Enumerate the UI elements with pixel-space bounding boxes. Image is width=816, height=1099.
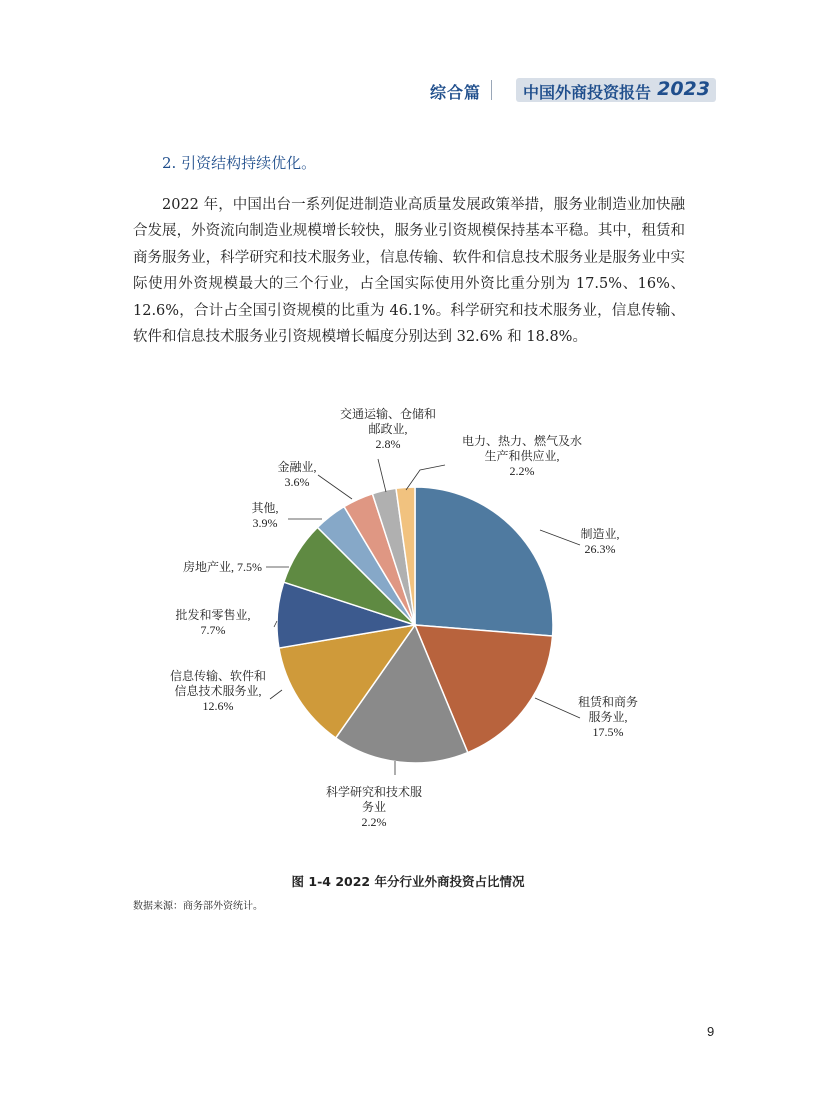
figure-caption: 图 1-4 2022 年分行业外商投资占比情况 [291, 874, 525, 889]
slice-label: 房地产业, 7.5% [183, 560, 262, 574]
body-paragraph: 2022 年，中国出台一系列促进制造业高质量发展政策举措，服务业制造业加快融合发展，外资流向制造业规模增长较快，服务业引资规模保持基本平稳。其中，租赁和商务服务业，科学研究和技术服务业，信息传输、软件和信息技术服务业是服务业中实际使用外资规模最大的三个行业，占全国实际使用外资比重分别为 17.5%、16%、12.6%，合计占全国引资规模的比重为 46.1%。科学研究和技术服务业，信息传输、软件和信息技术服务业引资规模增长幅度分别达到 32.6% 和 18.8%。 [133, 197, 685, 346]
slice-label: 信息传输、软件和信息技术服务业, 12.6% [169, 669, 267, 713]
header-divider [491, 80, 492, 100]
leader-line [378, 459, 386, 492]
subheading: 2. 引资结构持续优化。 [162, 154, 317, 172]
slice-label: 租赁和商务服务业, 17.5% [577, 695, 639, 739]
leader-line [406, 465, 445, 490]
page-header [0, 78, 816, 104]
slice-label: 其他, 3.9% [251, 501, 279, 530]
data-source: 数据来源：商务部外资统计。 [133, 901, 263, 912]
pie-slice [415, 487, 553, 636]
slice-label: 科学研究和技术服务业 2.2% [325, 785, 423, 829]
slice-label: 批发和零售业, 7.7% [175, 608, 251, 637]
slice-label: 交通运输、仓储和邮政业, 2.8% [339, 407, 437, 451]
report-year: 2023 [657, 78, 710, 100]
leader-line [318, 475, 352, 499]
leader-line [270, 690, 282, 699]
slice-label: 制造业, 26.3% [580, 527, 620, 556]
leader-line [535, 698, 580, 718]
leader-line [540, 530, 580, 545]
page-number: 9 [707, 1024, 715, 1039]
section-title: 综合篇 [430, 83, 482, 102]
pie-chart [0, 395, 816, 835]
report-banner [516, 78, 716, 102]
slice-label: 金融业, 3.6% [277, 460, 317, 489]
slice-label: 电力、热力、燃气及水生产和供应业, 2.2% [461, 434, 583, 478]
report-title: 中国外商投资报告 [523, 83, 652, 102]
